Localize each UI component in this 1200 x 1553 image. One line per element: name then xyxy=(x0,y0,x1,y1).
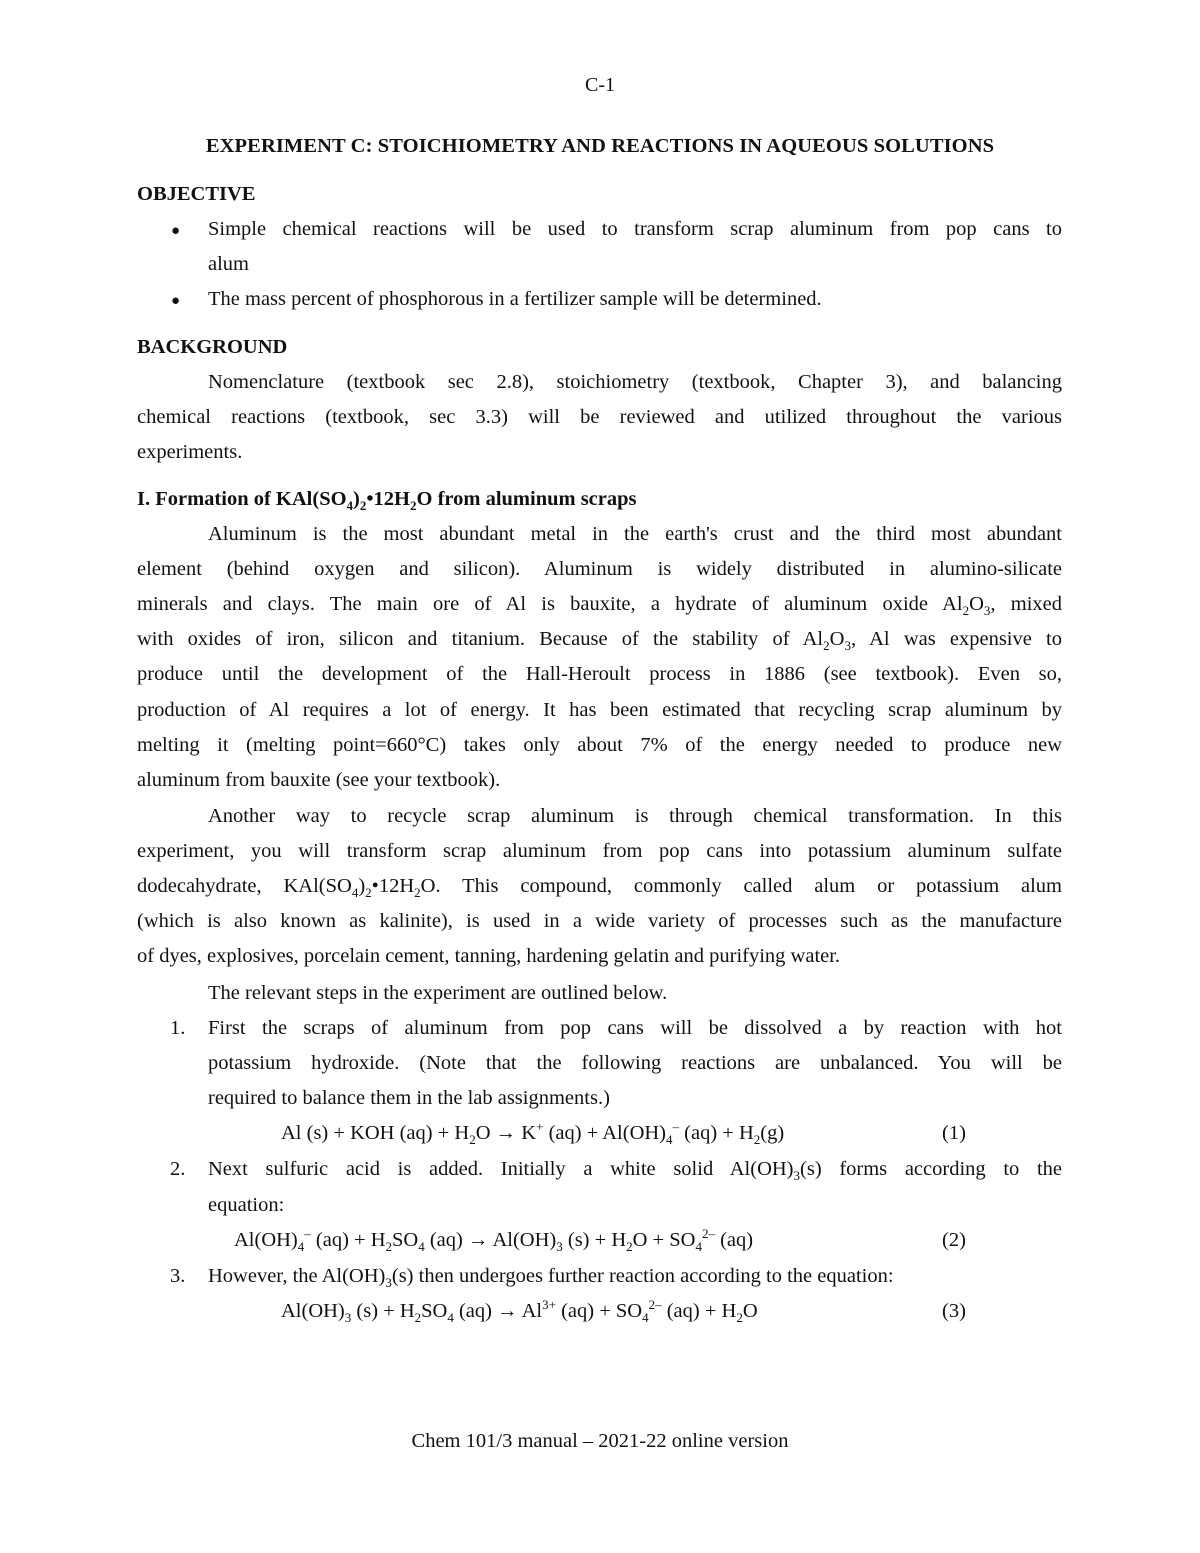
page-footer: Chem 101/3 manual – 2021-22 online version xyxy=(411,1430,789,1452)
objective-heading: OBJECTIVE xyxy=(137,183,256,205)
equation-2-number: (2) xyxy=(942,1229,966,1251)
paragraph-1-line-4: with oxides of iron, silicon and titanium. Because of the stability of $Al_2O_3$, Al was expensive to xyxy=(137,628,1062,654)
step-1-line-3: required to balance them in the lab assignments.) xyxy=(208,1087,610,1109)
paragraph-2-line-4: (which is also known as kalinite), is used in a wide variety of processes such as the manufacture xyxy=(137,910,1062,932)
bullet-icon: ● xyxy=(171,293,181,309)
step-1-number: 1. xyxy=(170,1017,186,1039)
equation-3-number: (3) xyxy=(942,1300,966,1322)
step-2-number: 2. xyxy=(170,1158,186,1180)
step-1-line-2: potassium hydroxide. (Note that the following reactions are unbalanced. You will be xyxy=(208,1052,1062,1074)
objective-bullet-2: The mass percent of phosphorous in a fertilizer sample will be determined. xyxy=(208,288,822,310)
bullet-icon: ● xyxy=(171,223,181,239)
step-2-line-2: equation: xyxy=(208,1194,285,1216)
paragraph-1-line-1: Aluminum is the most abundant metal in the earth's crust and the third most abundant xyxy=(208,523,1062,545)
paragraph-2-line-2: experiment, you will transform scrap aluminum from pop cans into potassium aluminum sulfate xyxy=(137,840,1062,862)
document-title: EXPERIMENT C: STOICHIOMETRY AND REACTIONS IN AQUEOUS SOLUTIONS xyxy=(205,135,995,157)
paragraph-1-line-5: produce until the development of the Hall-Heroult process in 1886 (see textbook). Even so, xyxy=(137,663,1062,685)
background-line-3: experiments. xyxy=(137,441,243,463)
background-heading: BACKGROUND xyxy=(137,336,288,358)
paragraph-1-line-6: production of Al requires a lot of energy. It has been estimated that recycling scrap aluminum by xyxy=(137,699,1062,721)
paragraph-1-line-3: minerals and clays. The main ore of Al is bauxite, a hydrate of aluminum oxide $Al_2O_3$, mixed xyxy=(137,593,1063,619)
objective-bullet-1-line-1: Simple chemical reactions will be used to transform scrap aluminum from pop cans to xyxy=(208,218,1062,240)
page-number: C-1 xyxy=(585,74,615,96)
background-line-1: Nomenclature (textbook sec 2.8), stoichiometry (textbook, Chapter 3), and balancing xyxy=(208,371,1062,393)
paragraph-2-line-3: dodecahydrate, $KAl(SO_4)_2•12H_2O$. This compound, commonly called alum or potassium alum xyxy=(137,875,1062,901)
paragraph-1-line-7: melting it (melting point=660°C) takes only about 7% of the energy needed to produce new xyxy=(137,734,1062,756)
equation-3: $Al(OH)_3$ $(s) + H_2SO_4$ $(aq) \to Al^{3+}$ $(aq) + SO_4^{2-}$ $(aq) + H_2O$ xyxy=(281,1297,758,1326)
equation-2: $Al(OH)_4^-$ $(aq) + H_2SO_4$ $(aq) \to Al(OH)_3$ $(s) + H_2O + SO_4^{2-}$ (aq) xyxy=(234,1226,754,1255)
step-2-line-1: Next sulfuric acid is added. Initially a white solid $Al(OH)_3(s)$ forms according to the xyxy=(208,1158,1062,1184)
background-line-2: chemical reactions (textbook, sec 3.3) will be reviewed and utilized throughout the various xyxy=(137,406,1062,428)
objective-bullet-1-line-2: alum xyxy=(208,253,249,275)
paragraph-2-line-5: of dyes, explosives, porcelain cement, tanning, hardening gelatin and purifying water. xyxy=(137,945,841,967)
step-3-number: 3. xyxy=(170,1265,186,1287)
equation-1-number: (1) xyxy=(942,1122,966,1144)
equation-1: Al (s) + KOH $(aq) + H_2O \to K^+$ $(aq) + Al(OH)_4^-$ $(aq) + H_2(g)$ xyxy=(281,1119,785,1148)
section-1-heading: I. Formation of $KAl(SO_4)_2•12H_2O$ from aluminum scraps xyxy=(137,488,637,514)
paragraph-1-line-8: aluminum from bauxite (see your textbook). xyxy=(137,769,501,791)
paragraph-3: The relevant steps in the experiment are outlined below. xyxy=(208,982,668,1004)
step-1-line-1: First the scraps of aluminum from pop cans will be dissolved a by reaction with hot xyxy=(208,1017,1062,1039)
step-3-line-1: However, the $Al(OH)_3(s)$ then undergoes further reaction according to the equation: xyxy=(208,1265,894,1291)
paragraph-1-line-2: element (behind oxygen and silicon). Aluminum is widely distributed in alumino-silicate xyxy=(137,558,1062,580)
paragraph-2-line-1: Another way to recycle scrap aluminum is through chemical transformation. In this xyxy=(208,805,1062,827)
